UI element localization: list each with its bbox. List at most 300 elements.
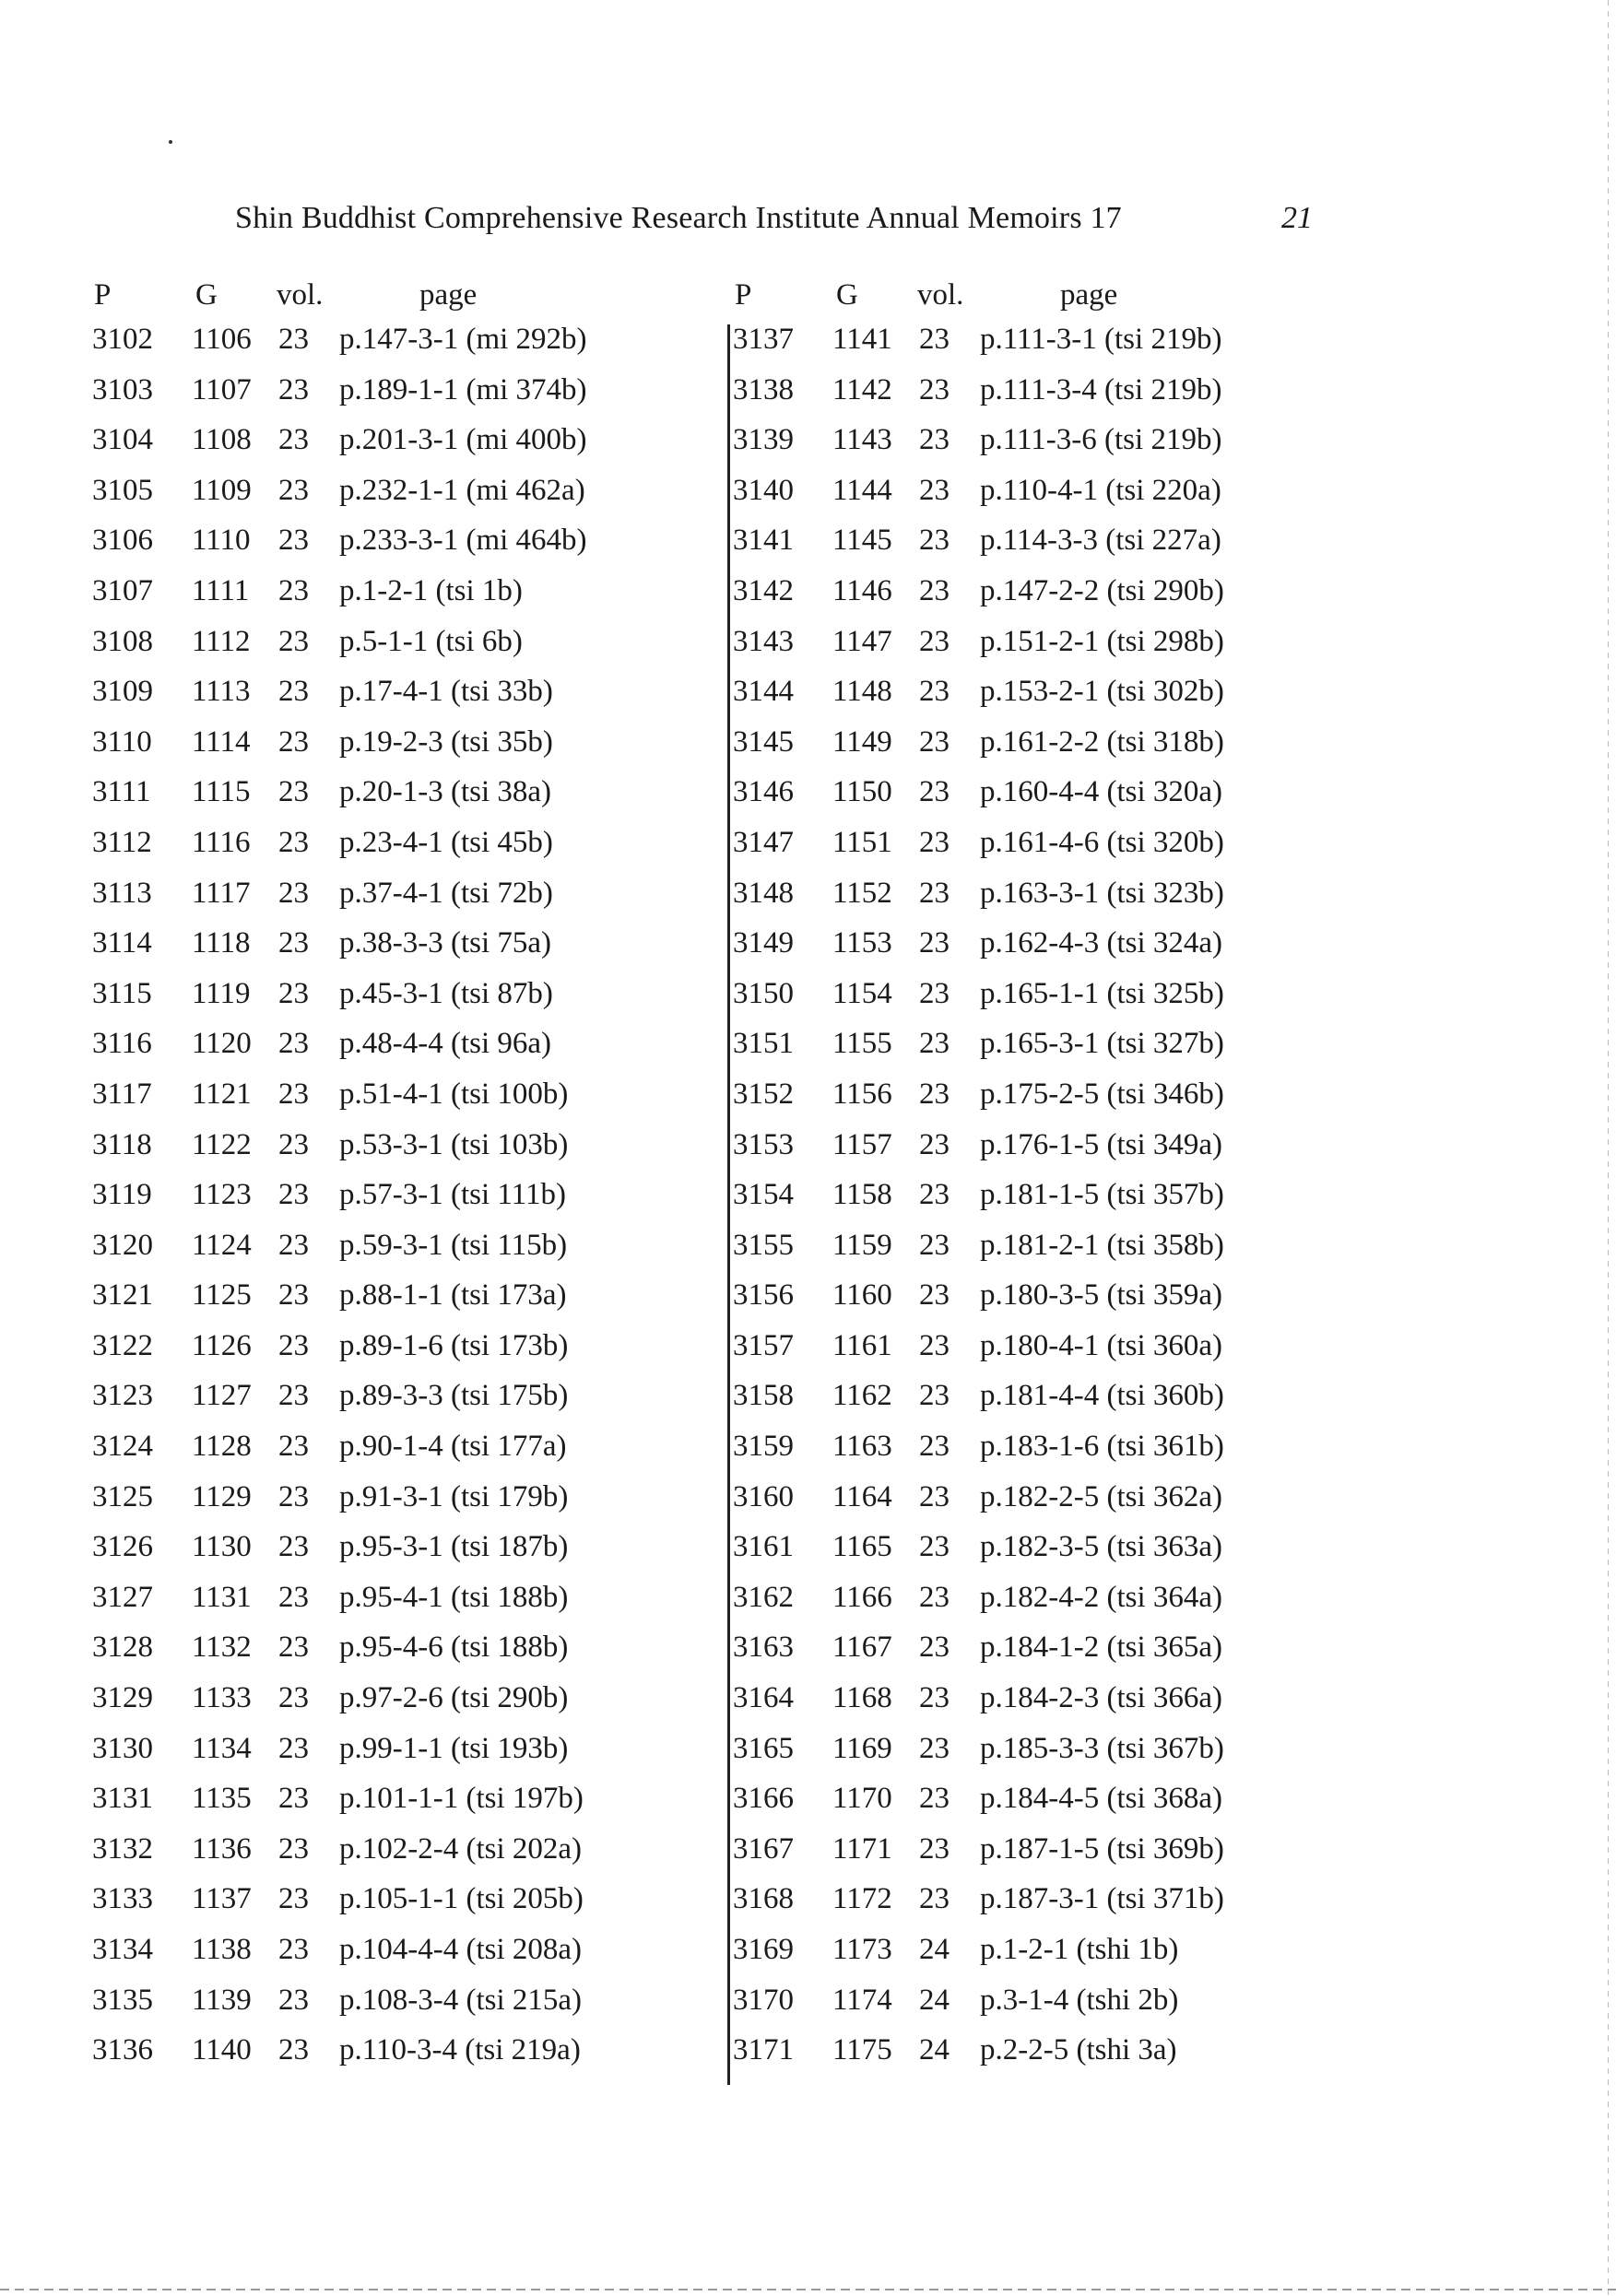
volume-cell: 23 [278,1831,309,1866]
page-ref-cell: p.2-2-5 (tshi 3a) [980,2033,1177,2067]
column-header-volume: vol. [277,278,324,312]
volume-cell: 23 [278,1278,309,1313]
volume-cell: 23 [919,675,950,709]
table-row [733,826,1397,877]
volume-cell: 24 [919,1983,950,2017]
g-number-cell: 1126 [192,1328,252,1362]
page-ref-cell: p.184-4-5 (tsi 368a) [980,1782,1223,1816]
table-row [92,1581,756,1631]
p-number-cell: 3124 [92,1430,153,1464]
table-row [733,1581,1397,1631]
page-ref-cell: p.163-3-1 (tsi 323b) [980,876,1224,910]
g-number-cell: 1106 [192,323,252,356]
page-ref-cell: p.187-1-5 (tsi 369b) [980,1831,1224,1866]
g-number-cell: 1153 [832,926,892,960]
table-row [92,926,756,977]
p-number-cell: 3112 [92,825,152,859]
page-ref-cell: p.161-4-6 (tsi 320b) [980,825,1224,859]
g-number-cell: 1133 [192,1681,252,1715]
volume-cell: 23 [919,775,950,809]
g-number-cell: 1129 [192,1479,252,1513]
scan-edge-line [1608,0,1609,2296]
g-number-cell: 1115 [192,775,251,809]
table-row [92,1480,756,1531]
page-ref-cell: p.104-4-4 (tsi 208a) [339,1933,583,1966]
page-ref-cell: p.110-3-4 (tsi 219a) [339,2033,581,2067]
table-row [92,1077,756,1128]
g-number-cell: 1151 [832,825,892,859]
page-ref-cell: p.3-1-4 (tshi 2b) [980,1983,1179,2017]
volume-cell: 23 [278,675,309,709]
table-row [733,1329,1397,1380]
volume-cell: 23 [919,1178,950,1212]
table-row [92,977,756,1028]
volume-cell: 23 [919,825,950,859]
table-row [92,1278,756,1329]
page-ref-cell: p.95-3-1 (tsi 187b) [339,1530,569,1564]
page-ref-cell: p.114-3-3 (tsi 227a) [980,524,1221,558]
g-number-cell: 1108 [192,423,252,457]
p-number-cell: 3152 [733,1077,794,1111]
volume-cell: 23 [278,1882,309,1916]
table-row [92,1128,756,1179]
g-number-cell: 1135 [192,1782,252,1816]
index-column-right [733,278,1397,2084]
table-row [733,1732,1397,1783]
g-number-cell: 1172 [832,1882,892,1916]
volume-cell: 23 [278,1027,309,1061]
g-number-cell: 1156 [832,1077,892,1111]
g-number-cell: 1112 [192,624,251,658]
page-ref-cell: p.45-3-1 (tsi 87b) [339,976,553,1010]
table-row [733,977,1397,1028]
p-number-cell: 3145 [733,724,794,759]
page-ref-cell: p.182-4-2 (tsi 364a) [980,1580,1223,1614]
page-ref-cell: p.180-4-1 (tsi 360a) [980,1328,1223,1362]
table-row [92,1430,756,1480]
table-row [92,877,756,927]
p-number-cell: 3136 [92,2033,153,2067]
g-number-cell: 1154 [832,976,892,1010]
volume-cell: 23 [919,724,950,759]
volume-cell: 23 [278,1933,309,1966]
table-row [733,1530,1397,1581]
g-number-cell: 1170 [832,1782,892,1816]
table-row [92,1178,756,1229]
table-row [92,1832,756,1883]
g-number-cell: 1157 [832,1127,892,1161]
scan-speck [169,140,172,144]
table-row [733,1178,1397,1229]
p-number-cell: 3130 [92,1731,153,1765]
p-number-cell: 3143 [733,624,794,658]
volume-cell: 23 [278,2033,309,2067]
table-row [733,625,1397,676]
volume-cell: 23 [278,423,309,457]
table-row [92,725,756,776]
p-number-cell: 3120 [92,1228,153,1262]
page-ref-cell: p.101-1-1 (tsi 197b) [339,1782,584,1816]
column-header-g-number: G [195,278,218,312]
volume-cell: 23 [919,573,950,607]
volume-cell: 23 [278,524,309,558]
table-row [733,524,1397,574]
g-number-cell: 1111 [192,573,250,607]
g-number-cell: 1143 [832,423,892,457]
volume-cell: 23 [919,1681,950,1715]
table-row [733,1832,1397,1883]
g-number-cell: 1152 [832,876,892,910]
p-number-cell: 3155 [733,1228,794,1262]
g-number-cell: 1168 [832,1681,892,1715]
table-row [92,373,756,424]
volume-cell: 23 [919,1782,950,1816]
page-ref-cell: p.95-4-6 (tsi 188b) [339,1631,569,1665]
page-ref-cell: p.105-1-1 (tsi 205b) [339,1882,584,1916]
volume-cell: 23 [278,876,309,910]
g-number-cell: 1109 [192,473,252,507]
table-row [733,1681,1397,1732]
page-ref-cell: p.184-1-2 (tsi 365a) [980,1631,1223,1665]
g-number-cell: 1145 [832,524,892,558]
volume-cell: 24 [919,1933,950,1966]
table-row [733,323,1397,373]
g-number-cell: 1169 [832,1731,892,1765]
volume-cell: 23 [919,624,950,658]
g-number-cell: 1147 [832,624,892,658]
p-number-cell: 3106 [92,524,153,558]
g-number-cell: 1107 [192,372,252,406]
page-ref-cell: p.51-4-1 (tsi 100b) [339,1077,569,1111]
page-ref-cell: p.91-3-1 (tsi 179b) [339,1479,569,1513]
page-ref-cell: p.108-3-4 (tsi 215a) [339,1983,583,2017]
p-number-cell: 3132 [92,1831,153,1866]
volume-cell: 23 [278,1178,309,1212]
page-ref-cell: p.1-2-1 (tsi 1b) [339,573,523,607]
page-ref-cell: p.153-2-1 (tsi 302b) [980,675,1224,709]
table-row [92,1631,756,1681]
g-number-cell: 1120 [192,1027,252,1061]
page-ref-cell: p.233-3-1 (mi 464b) [339,524,587,558]
g-number-cell: 1116 [192,825,251,859]
g-number-cell: 1127 [192,1379,252,1413]
g-number-cell: 1139 [192,1983,252,2017]
volume-cell: 23 [278,1631,309,1665]
volume-cell: 24 [919,2033,950,2067]
g-number-cell: 1175 [832,2033,892,2067]
page-ref-cell: p.111-3-6 (tsi 219b) [980,423,1222,457]
p-number-cell: 3164 [733,1681,794,1715]
g-number-cell: 1118 [192,926,251,960]
table-row [92,826,756,877]
g-number-cell: 1146 [832,573,892,607]
volume-cell: 23 [278,825,309,859]
table-row [733,373,1397,424]
table-row [92,1229,756,1279]
page-ref-cell: p.189-1-1 (mi 374b) [339,372,587,406]
table-row [92,2033,756,2084]
table-row [733,1933,1397,1984]
page-ref-cell: p.201-3-1 (mi 400b) [339,423,587,457]
volume-cell: 23 [278,1127,309,1161]
running-header-title: Shin Buddhist Comprehensive Research Institute Annual Memoirs 17 [235,201,1122,235]
p-number-cell: 3149 [733,926,794,960]
page-ref-cell: p.97-2-6 (tsi 290b) [339,1681,569,1715]
g-number-cell: 1113 [192,675,251,709]
p-number-cell: 3166 [733,1782,794,1816]
p-number-cell: 3153 [733,1127,794,1161]
page-ref-cell: p.111-3-4 (tsi 219b) [980,372,1222,406]
g-number-cell: 1121 [192,1077,252,1111]
volume-cell: 23 [919,1731,950,1765]
volume-cell: 23 [919,926,950,960]
g-number-cell: 1122 [192,1127,252,1161]
p-number-cell: 3111 [92,775,151,809]
p-number-cell: 3116 [92,1027,152,1061]
column-divider [727,324,730,2085]
column-header-row [733,278,1397,323]
g-number-cell: 1149 [832,724,892,759]
scan-bottom-line [0,2289,1616,2290]
page-ref-cell: p.53-3-1 (tsi 103b) [339,1127,569,1161]
p-number-cell: 3128 [92,1631,153,1665]
volume-cell: 23 [278,1479,309,1513]
page-ref-cell: p.181-1-5 (tsi 357b) [980,1178,1224,1212]
p-number-cell: 3141 [733,524,794,558]
page-ref-cell: p.110-4-1 (tsi 220a) [980,473,1221,507]
p-number-cell: 3115 [92,976,152,1010]
page-ref-cell: p.160-4-4 (tsi 320a) [980,775,1223,809]
page-ref-cell: p.95-4-1 (tsi 188b) [339,1580,569,1614]
page-ref-cell: p.151-2-1 (tsi 298b) [980,624,1224,658]
table-row [92,1882,756,1933]
page-ref-cell: p.111-3-1 (tsi 219b) [980,323,1222,356]
table-row [92,1984,756,2034]
table-row [733,1631,1397,1681]
column-header-page-ref: page [1060,278,1118,312]
g-number-cell: 1160 [832,1278,892,1313]
g-number-cell: 1132 [192,1631,252,1665]
volume-cell: 23 [278,473,309,507]
p-number-cell: 3107 [92,573,153,607]
volume-cell: 23 [278,775,309,809]
page-ref-cell: p.59-3-1 (tsi 115b) [339,1228,568,1262]
table-row [733,1077,1397,1128]
page-ref-cell: p.147-3-1 (mi 292b) [339,323,587,356]
volume-cell: 23 [278,1379,309,1413]
table-row [733,877,1397,927]
g-number-cell: 1150 [832,775,892,809]
volume-cell: 23 [278,1681,309,1715]
g-number-cell: 1163 [832,1430,892,1464]
page-ref-cell: p.99-1-1 (tsi 193b) [339,1731,569,1765]
p-number-cell: 3123 [92,1379,153,1413]
g-number-cell: 1125 [192,1278,252,1313]
volume-cell: 23 [278,624,309,658]
page-ref-cell: p.182-2-5 (tsi 362a) [980,1479,1223,1513]
page-ref-cell: p.20-1-3 (tsi 38a) [339,775,552,809]
table-row [733,725,1397,776]
page-ref-cell: p.90-1-4 (tsi 177a) [339,1430,567,1464]
p-number-cell: 3103 [92,372,153,406]
p-number-cell: 3134 [92,1933,153,1966]
page-ref-cell: p.175-2-5 (tsi 346b) [980,1077,1224,1111]
page-ref-cell: p.181-4-4 (tsi 360b) [980,1379,1224,1413]
volume-cell: 23 [278,372,309,406]
table-row [92,1379,756,1430]
p-number-cell: 3126 [92,1530,153,1564]
page-ref-cell: p.182-3-5 (tsi 363a) [980,1530,1223,1564]
table-row [92,1027,756,1077]
p-number-cell: 3163 [733,1631,794,1665]
table-row [733,1229,1397,1279]
page-number: 21 [1281,201,1313,235]
g-number-cell: 1119 [192,976,251,1010]
table-row [733,2033,1397,2084]
table-row [733,775,1397,826]
p-number-cell: 3162 [733,1580,794,1614]
p-number-cell: 3170 [733,1983,794,2017]
table-row [92,1782,756,1832]
page-ref-cell: p.102-2-4 (tsi 202a) [339,1831,583,1866]
g-number-cell: 1124 [192,1228,252,1262]
volume-cell: 23 [919,372,950,406]
page-ref-cell: p.147-2-2 (tsi 290b) [980,573,1224,607]
p-number-cell: 3129 [92,1681,153,1715]
volume-cell: 23 [278,724,309,759]
p-number-cell: 3122 [92,1328,153,1362]
p-number-cell: 3140 [733,473,794,507]
p-number-cell: 3169 [733,1933,794,1966]
page-ref-cell: p.17-4-1 (tsi 33b) [339,675,553,709]
table-row [92,1933,756,1984]
p-number-cell: 3144 [733,675,794,709]
page-ref-cell: p.19-2-3 (tsi 35b) [339,724,553,759]
p-number-cell: 3157 [733,1328,794,1362]
p-number-cell: 3146 [733,775,794,809]
page-ref-cell: p.5-1-1 (tsi 6b) [339,624,523,658]
p-number-cell: 3147 [733,825,794,859]
g-number-cell: 1159 [832,1228,892,1262]
p-number-cell: 3119 [92,1178,152,1212]
g-number-cell: 1138 [192,1933,252,1966]
p-number-cell: 3131 [92,1782,153,1816]
table-row [733,1480,1397,1531]
p-number-cell: 3156 [733,1278,794,1313]
g-number-cell: 1134 [192,1731,252,1765]
p-number-cell: 3142 [733,573,794,607]
table-row [733,474,1397,524]
page-ref-cell: p.89-1-6 (tsi 173b) [339,1328,569,1362]
p-number-cell: 3108 [92,624,153,658]
g-number-cell: 1142 [832,372,892,406]
table-row [733,1379,1397,1430]
table-row [733,423,1397,474]
volume-cell: 23 [278,323,309,356]
table-row [733,1278,1397,1329]
table-row [733,1027,1397,1077]
p-number-cell: 3117 [92,1077,152,1111]
volume-cell: 23 [919,1379,950,1413]
page-ref-cell: p.38-3-3 (tsi 75a) [339,926,552,960]
page-ref-cell: p.48-4-4 (tsi 96a) [339,1027,552,1061]
volume-cell: 23 [919,1228,950,1262]
g-number-cell: 1155 [832,1027,892,1061]
volume-cell: 23 [919,1831,950,1866]
volume-cell: 23 [278,1580,309,1614]
g-number-cell: 1137 [192,1882,252,1916]
page-ref-cell: p.37-4-1 (tsi 72b) [339,876,553,910]
g-number-cell: 1173 [832,1933,892,1966]
p-number-cell: 3160 [733,1479,794,1513]
p-number-cell: 3139 [733,423,794,457]
page-ref-cell: p.165-3-1 (tsi 327b) [980,1027,1224,1061]
table-row [92,1681,756,1732]
table-row [733,926,1397,977]
volume-cell: 23 [278,926,309,960]
page-ref-cell: p.181-2-1 (tsi 358b) [980,1228,1224,1262]
page-ref-cell: p.88-1-1 (tsi 173a) [339,1278,567,1313]
volume-cell: 23 [919,1530,950,1564]
g-number-cell: 1161 [832,1328,892,1362]
volume-cell: 23 [278,1731,309,1765]
g-number-cell: 1174 [832,1983,892,2017]
g-number-cell: 1110 [192,524,251,558]
column-header-page-ref: page [419,278,478,312]
p-number-cell: 3150 [733,976,794,1010]
page-ref-cell: p.1-2-1 (tshi 1b) [980,1933,1179,1966]
p-number-cell: 3168 [733,1882,794,1916]
volume-cell: 23 [919,1580,950,1614]
volume-cell: 23 [919,524,950,558]
p-number-cell: 3121 [92,1278,153,1313]
page-ref-cell: p.232-1-1 (mi 462a) [339,473,585,507]
volume-cell: 23 [278,976,309,1010]
p-number-cell: 3171 [733,2033,794,2067]
p-number-cell: 3102 [92,323,153,356]
volume-cell: 23 [919,1127,950,1161]
g-number-cell: 1136 [192,1831,252,1866]
p-number-cell: 3127 [92,1580,153,1614]
page-ref-cell: p.183-1-6 (tsi 361b) [980,1430,1224,1464]
page-ref-cell: p.162-4-3 (tsi 324a) [980,926,1223,960]
p-number-cell: 3167 [733,1831,794,1866]
page-ref-cell: p.187-3-1 (tsi 371b) [980,1882,1224,1916]
p-number-cell: 3148 [733,876,794,910]
page-ref-cell: p.57-3-1 (tsi 111b) [339,1178,566,1212]
volume-cell: 23 [919,876,950,910]
table-row [92,574,756,625]
p-number-cell: 3125 [92,1479,153,1513]
g-number-cell: 1117 [192,876,251,910]
volume-cell: 23 [919,323,950,356]
column-header-volume: vol. [917,278,964,312]
index-column-left [92,278,756,2084]
table-row [92,1732,756,1783]
p-number-cell: 3109 [92,675,153,709]
g-number-cell: 1166 [832,1580,892,1614]
table-row [733,1984,1397,2034]
page-ref-cell: p.89-3-3 (tsi 175b) [339,1379,569,1413]
table-row [733,675,1397,725]
volume-cell: 23 [919,1430,950,1464]
page-ref-cell: p.185-3-3 (tsi 367b) [980,1731,1224,1765]
p-number-cell: 3135 [92,1983,153,2017]
volume-cell: 23 [278,573,309,607]
g-number-cell: 1148 [832,675,892,709]
volume-cell: 23 [919,1328,950,1362]
g-number-cell: 1158 [832,1178,892,1212]
